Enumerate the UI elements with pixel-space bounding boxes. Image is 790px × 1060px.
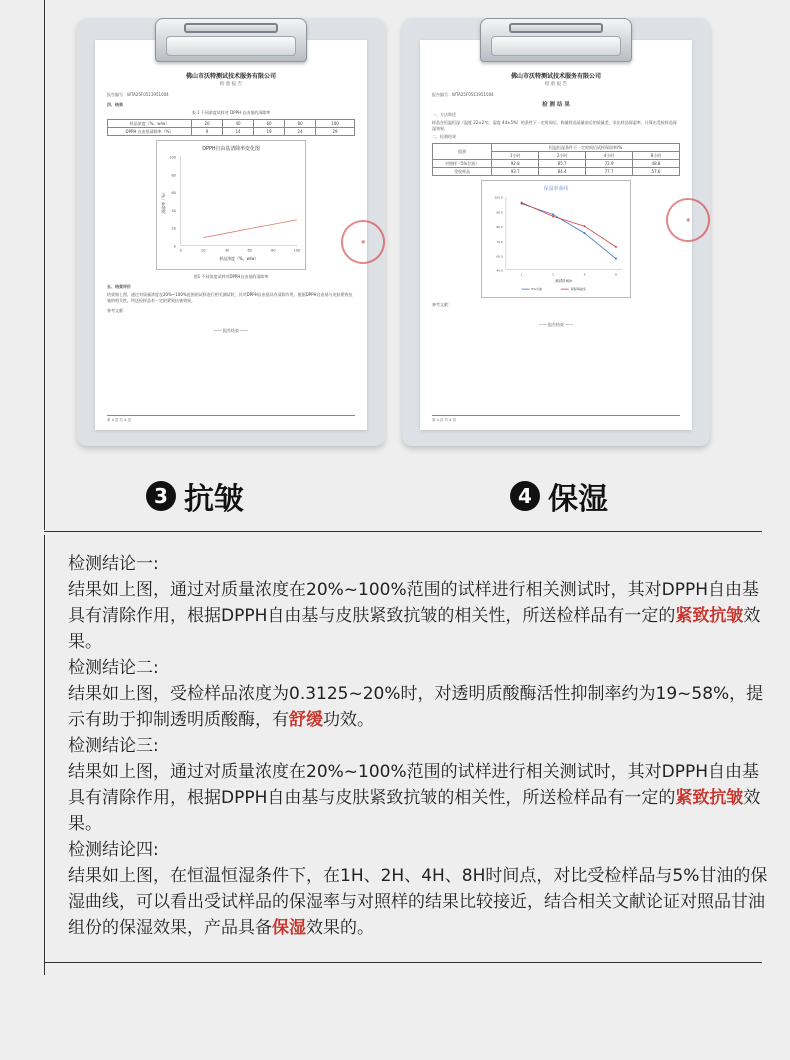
svg-text:8: 8 [615,272,617,277]
table-cell: 24 [285,128,316,136]
table-cell: 20 [191,120,222,128]
table-row [108,128,355,136]
divider-top [44,531,762,532]
divider-bottom [44,962,762,963]
label-antiwrinkle [146,474,244,518]
references-heading: 参考文献： [107,308,127,313]
table-cell: 80 [285,120,316,128]
table-cell: 14 [223,128,254,136]
svg-text:90.0: 90.0 [496,210,503,215]
table-cell: 2小时 [539,152,586,160]
svg-text:40: 40 [224,248,230,253]
svg-text:70.0: 70.0 [496,239,503,244]
conclusion-4-text [68,863,768,941]
report-kind: 检 验 报 告 [544,82,568,87]
table-cell: 92.8 [492,160,539,168]
conclusion-4-heading: 检测结论四: [68,840,159,860]
report-end: —— 报告结束 —— [213,328,249,333]
svg-text:20: 20 [201,248,206,253]
svg-text:2: 2 [552,272,554,277]
report-sheet-antiwrinkle [95,40,367,430]
svg-text:0: 0 [173,244,176,249]
seal-stamp: ◉ [658,190,710,250]
conclusion-1-heading: 检测结论一: [68,554,159,574]
page-number: 第 4 页 共 4 页 [107,417,132,422]
table-cell: 8小时 [632,152,679,160]
table-cell: 85.7 [539,160,586,168]
moisture-chart [481,180,631,298]
number-4-icon: 4 [510,481,540,511]
table-row [433,168,680,176]
left-border-bottom [44,535,45,975]
label-antiwrinkle-text: 抗皱 [184,482,244,517]
conclusion-highlight: 舒缓 [289,710,323,730]
clipboard-antiwrinkle [77,18,385,446]
svg-text:80: 80 [271,248,276,253]
svg-text:40.0: 40.0 [496,268,503,273]
table-cell: DPPH 自由基清除率（%） [108,128,192,136]
page-footer [107,415,355,423]
conclusion-text: 功效。 [323,710,374,730]
moisture-table [432,143,680,176]
left-border-top [44,0,45,530]
table-cell: 57.6 [632,168,679,176]
table-cell: 19 [254,128,285,136]
svg-text:100: 100 [169,155,176,160]
table-row [108,120,355,128]
page-footer [432,415,680,423]
conclusion-text: 结果如上图，受检样品浓度为0.3125~20%时，对透明质酸酶活性抑制率约为19~58%，提示有助于抑制透明质酸酶，有 [68,684,764,730]
table-cell: 48.8 [632,160,679,168]
number-3-icon: 3 [146,481,176,511]
table-cell: 60 [254,120,285,128]
table-cell: 29 [316,128,355,136]
table-row [433,160,680,168]
conclusion-highlight: 保湿 [272,918,306,938]
svg-text:1: 1 [520,272,523,277]
table-cell: 样品浓度（%，w/w） [108,120,192,128]
conclusion-text: 效果的。 [306,918,374,938]
company-name: 佛山市沃特测试技术服务有限公司 [185,73,276,80]
report-sheet-moisture [420,40,692,430]
series-control-line [522,204,616,259]
x-axis-label: 测试时间/h [555,279,573,284]
conclusion-2-text [68,681,768,733]
conclusion-1-text [68,577,768,655]
table-cell: 恒温恒湿条件下一定时间后试样保留率/% [492,144,680,152]
company-name: 佛山市沃特测试技术服务有限公司 [510,73,601,80]
conclusion-text: 效果。 [68,788,761,834]
table-cell: 对照样（5%甘油） [433,160,492,168]
table-cell: 84.4 [539,168,586,176]
report-number: 报告编号：WTA25F0511951004 [432,92,494,97]
method-heading: 一、方法简述 [432,112,456,117]
conclusion-highlight: 紧致抗皱 [675,606,744,626]
x-axis-label: 样品浓度（%，w/w） [219,256,259,262]
table-cell: 1小时 [492,152,539,160]
svg-text:100: 100 [293,248,301,253]
conclusion-3-text [68,759,768,837]
svg-text:80.0: 80.0 [496,225,503,230]
conclusion-highlight: 紧致抗皱 [675,788,744,808]
conclusion-text: 结果如上图，在恒温恒湿条件下，在1H、2H、4H、8H时间点，对比受检样品与5%甘油的保湿曲线，可以看出受试样品的保湿率与对照样的结果比较接近，结合相关文献论证对照品甘油组份的保湿效果，产品具备 [68,866,768,938]
report-number: 报告编号：WTA25F0511951004 [107,92,169,97]
y-axis-label: 清除率（%） [161,190,167,214]
conclusion-3-heading: 检测结论三: [68,736,159,756]
table-cell: 77.7 [586,168,633,176]
method-text: 样品在恒温恒湿（温度 22±2℃，湿度 44±5%）的条件下一定时间后，称量样品质量前后的质量差，求出样品保湿率，计算出受检样品保湿效果。 [432,120,677,131]
conclusions [68,551,768,941]
results-heading: 检 测 结 果 [542,102,570,108]
section-title: 四、结果 [107,102,123,107]
page-number: 第 4 页 共 4 页 [432,417,457,422]
dpph-chart-svg [157,141,305,269]
table-cell: 100 [316,120,355,128]
table-cell: 受检样品 [433,168,492,176]
clip-icon [480,18,632,62]
label-moisture-text: 保湿 [548,482,608,517]
table-cell: 40 [223,120,254,128]
table-cell: 72.9 [586,160,633,168]
table-title: 表 1 不同浓度试样对 DPPH 自由基的清除率 [191,110,271,115]
dpph-series-line [203,220,297,238]
label-moisture [510,474,608,518]
eval-heading: 五、结果评价 [107,284,131,289]
table-cell: 组别 [433,144,492,160]
table-row [433,144,680,152]
svg-text:60: 60 [171,191,176,196]
report-kind: 检 验 报 告 [219,82,243,87]
svg-text:40: 40 [171,208,176,213]
chart-title: DPPH自由基清除率变化图 [202,145,260,152]
clip-icon [155,18,307,62]
legend-control: 5%甘油 [531,287,542,292]
chart-title: 保湿率曲线 [543,185,569,192]
conclusion-text: 效果。 [68,606,761,652]
svg-text:20: 20 [171,226,176,231]
conclusion-2-heading: 检测结论二: [68,658,159,678]
svg-text:100.0: 100.0 [494,195,503,200]
conclusion-text: 结果如上图，通过对质量浓度在20%~100%范围的试样进行相关测试时，其对DPPH自由基具有清除作用，根据DPPH自由基与皮肤紧致抗皱的相关性，所送检样品有一定的 [68,580,760,626]
report-end: —— 报告结束 —— [538,322,574,327]
seal-stamp: ◉ [333,212,385,272]
table-cell: 9 [191,128,222,136]
moisture-chart-svg [482,181,630,297]
chart-caption: 图1 不同浓度试样对DPPH自由基的清除率 [193,274,269,279]
clipboard-moisture [402,18,710,446]
table-cell: 93.7 [492,168,539,176]
series-sample-line [522,203,616,247]
svg-text:0: 0 [179,248,182,253]
svg-text:60: 60 [247,248,252,253]
dpph-chart [156,140,306,270]
svg-text:60.0: 60.0 [496,254,503,259]
table-cell: 4小时 [586,152,633,160]
references-heading: 参考文献： [432,302,452,307]
svg-text:80: 80 [171,173,176,178]
conclusion-text: 结果如上图，通过对质量浓度在20%~100%范围的试样进行相关测试时，其对DPPH自由基具有清除作用，根据DPPH自由基与皮肤紧致抗皱的相关性，所送检样品有一定的 [68,762,760,808]
dpph-table [107,119,355,136]
legend-sample: 保湿率曲线 [570,287,586,292]
eval-text: 结果如上图，通过对质量浓度在20%~100%范围的试样进行相关测试时，其对DPPH自由基具有清除作用，根据DPPH自由基与皮肤紧致抗皱的相关性，所送检样品有一定的紧致抗皱效果。 [107,292,353,303]
svg-text:4: 4 [583,272,586,277]
results-subheading: 二、检测结果 [432,134,456,139]
